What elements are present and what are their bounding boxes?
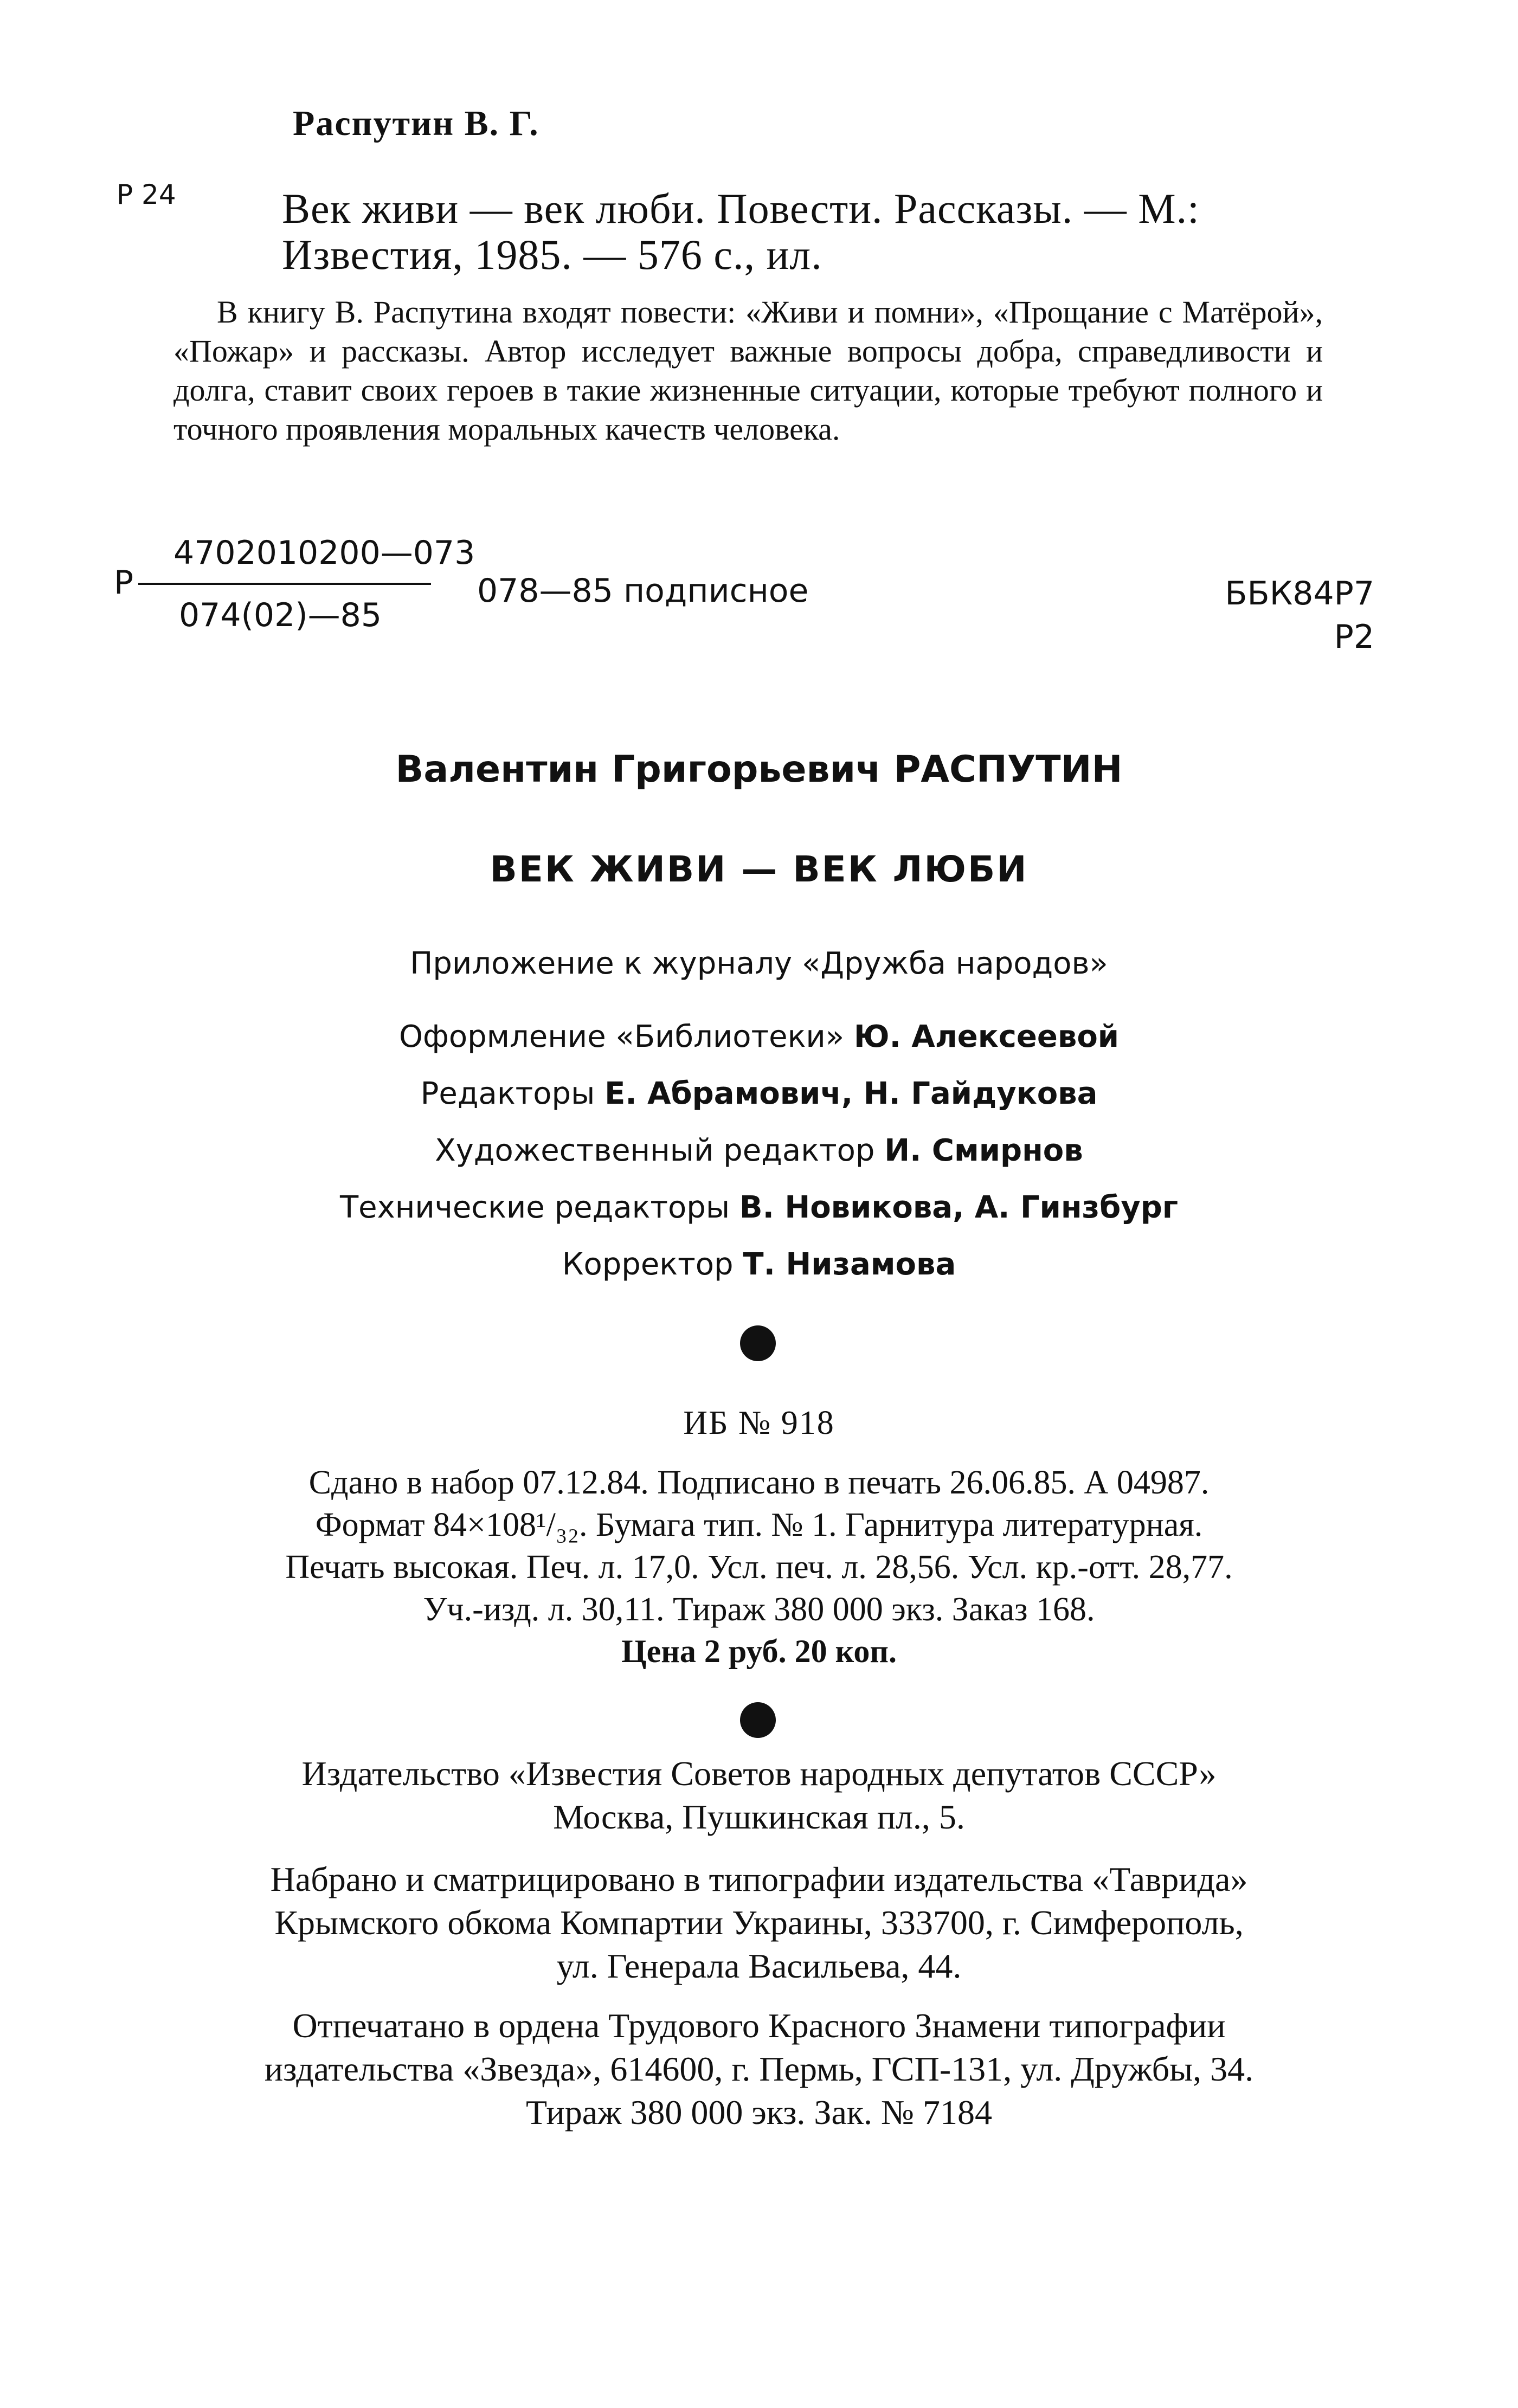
title-line: Известия, 1985. — 576 с., ил. (282, 231, 822, 278)
credit-design (0, 1019, 1518, 1054)
credit-label: Редакторы (420, 1076, 595, 1111)
supplement-note: Приложение к журналу «Дружба народов» (410, 946, 1108, 981)
credit-name: Е. Абрамович, Н. Гайдукова (604, 1076, 1098, 1111)
credit-corrector (0, 1247, 1518, 1282)
credit-editors (0, 1076, 1518, 1111)
credit-art-editor (0, 1133, 1518, 1168)
printing-line: Тираж 380 000 экз. Зак. № 7184 (526, 2093, 992, 2132)
credit-label: Художественный редактор (435, 1133, 875, 1168)
credit-name: В. Новикова, А. Гинзбург (739, 1190, 1179, 1225)
annotation (173, 293, 1323, 449)
print-info-line: Печать высокая. Печ. л. 17,0. Усл. печ. л. 28,56. Усл. кр.-отт. 28,77. (285, 1549, 1233, 1586)
class-code: Р 24 (117, 179, 176, 210)
ib-number: ИБ № 918 (683, 1405, 835, 1441)
credit-label: Корректор (562, 1247, 734, 1282)
credit-label: Технические редакторы (339, 1190, 730, 1225)
price: Цена 2 руб. 20 коп. (621, 1633, 897, 1669)
credit-label: Оформление «Библиотеки» (398, 1019, 845, 1054)
typesetting-line: Крымского обкома Компартии Украины, 333700, г. Симферополь, (274, 1903, 1244, 1942)
index-subscription: 078—85 подписное (477, 572, 809, 610)
print-info-line: Уч.-изд. л. 30,11. Тираж 380 000 экз. Заказ 168. (423, 1591, 1095, 1628)
title-line: Век живи — век люби. Повести. Рассказы. — М.: (282, 185, 1200, 232)
book-title: ВЕК ЖИВИ — ВЕК ЛЮБИ (490, 848, 1028, 890)
print-info-line: Сдано в набор 07.12.84. Подписано в печать 26.06.85. А 04987. (308, 1464, 1210, 1501)
credit-name: Т. Низамова (743, 1247, 956, 1282)
index-denominator: 074(02)—85 (179, 596, 382, 634)
publisher-address: Москва, Пушкинская пл., 5. (553, 1798, 965, 1836)
print-info-line: Формат 84×108¹/₃₂. Бумага тип. № 1. Гарнитура литературная. (315, 1506, 1203, 1543)
index-numerator: 4702010200—073 (173, 534, 475, 572)
credit-name: И. Смирнов (884, 1133, 1083, 1168)
ornament-icon (740, 1325, 776, 1361)
author-heading: Распутин В. Г. (293, 104, 539, 143)
index-letter: Р (114, 564, 134, 602)
typesetting-line: Набрано и сматрицировано в типографии издательства «Таврида» (270, 1860, 1248, 1898)
credit-tech-editors (0, 1190, 1518, 1225)
printing-line: Отпечатано в ордена Трудового Красного Знамени типографии (292, 2006, 1226, 2045)
typesetting-line: ул. Генерала Васильева, 44. (556, 1947, 962, 1985)
author-full-name: Валентин Григорьевич РАСПУТИН (395, 748, 1123, 791)
ornament-icon (740, 1702, 776, 1738)
bbk-code: ББК84Р7 (1225, 575, 1374, 613)
printing-line: издательства «Звезда», 614600, г. Пермь, ГСП-131, ул. Дружбы, 34. (264, 2050, 1254, 2088)
credit-name: Ю. Алексеевой (853, 1019, 1120, 1054)
publisher-name: Издательство «Известия Советов народных депутатов СССР» (301, 1754, 1217, 1793)
annotation-text: В книгу В. Распутина входят повести: «Живи и помни», «Прощание с Матёрой», «Пожар» и рассказы. Автор исследует важные вопросы добра, справедливости и долга, ставит своих героев в такие жизненные ситуации, которые требуют полного и точного проявления моральных качеств человека. (173, 294, 1323, 447)
bbk-code-secondary: Р2 (1334, 618, 1374, 656)
fraction-rule (138, 583, 431, 585)
